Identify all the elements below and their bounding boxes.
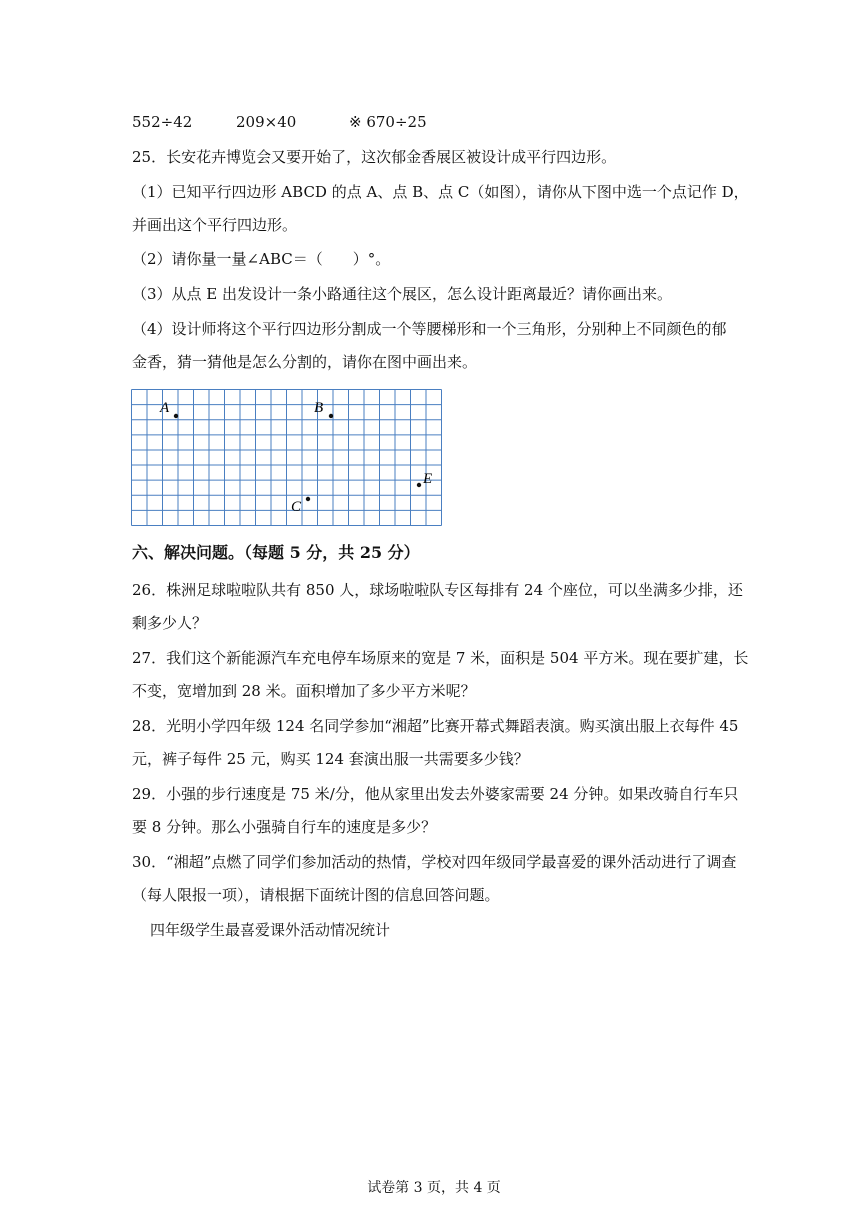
q28-line2: 元，裤子每件 25 元，购买 124 套演出服一共需要多少钱？ xyxy=(132,750,529,768)
point-grid xyxy=(131,389,443,531)
calc-item-2: 209×40 xyxy=(236,113,297,131)
chart-title: 四年级学生最喜爱课外活动情况统计 xyxy=(150,921,391,939)
q27-line2: 不变，宽增加到 28 米。面积增加了多少平方米呢？ xyxy=(132,682,476,700)
page-footer: 试卷第 3 页，共 4 页 xyxy=(367,1180,501,1196)
label-e: E xyxy=(423,471,433,487)
q26-line1: 26．株洲足球啦啦队共有 850 人，球场啦啦队专区每排有 24 个座位，可以坐满多少排，还 xyxy=(132,581,743,599)
q29-line1: 29．小强的步行速度是 75 米/分，他从家里出发去外婆家需要 24 分钟。如果改骑自行车只 xyxy=(132,785,739,803)
q30-line1: 30．“湘超”点燃了同学们参加活动的热情，学校对四年级同学最喜爱的课外活动进行了调查 xyxy=(132,853,737,871)
label-a: A xyxy=(160,400,170,416)
q25-part3: （3）从点 E 出发设计一条小路通往这个展区，怎么设计距离最近？请你画出来。 xyxy=(132,285,673,303)
calc-item-3: ※ 670÷25 xyxy=(349,113,427,131)
q30-line2: （每人限报一项），请根据下面统计图的信息回答问题。 xyxy=(132,886,500,904)
q25-title: 25．长安花卉博览会又要开始了，这次郁金香展区被设计成平行四边形。 xyxy=(132,148,617,166)
q25-part1-line1: （1）已知平行四边形 ABCD 的点 A、点 B、点 C（如图），请你从下图中选一个点记作 D， xyxy=(132,183,749,201)
grid-svg xyxy=(131,389,443,527)
q25-part2: （2）请你量一量∠ABC＝（ ）°。 xyxy=(132,250,391,268)
q25-part4-line2: 金香，猜一猜他是怎么分割的，请你在图中画出来。 xyxy=(132,353,478,371)
q25-part1-line2: 并画出这个平行四边形。 xyxy=(132,216,298,234)
label-c: C xyxy=(291,499,302,515)
point-c xyxy=(306,497,310,501)
section-6-heading: 六、解决问题。（每题 5 分，共 25 分） xyxy=(132,543,420,562)
point-b xyxy=(329,414,333,418)
q29-line2: 要 8 分钟。那么小强骑自行车的速度是多少？ xyxy=(132,818,437,836)
q25-part4-line1: （4）设计师将这个平行四边形分割成一个等腰梯形和一个三角形，分别种上不同颜色的郁 xyxy=(132,320,727,338)
q27-line1: 27．我们这个新能源汽车充电停车场原来的宽是 7 米，面积是 504 平方米。现在要扩建，长 xyxy=(132,649,749,667)
grid-lines xyxy=(132,390,442,526)
q28-line1: 28．光明小学四年级 124 名同学参加“湘超”比赛开幕式舞蹈表演。购买演出服上衣每件 45 xyxy=(132,717,739,735)
point-a xyxy=(174,414,178,418)
calc-item-1: 552÷42 xyxy=(132,113,193,131)
point-e xyxy=(417,483,421,487)
q26-line2: 剩多少人？ xyxy=(132,614,208,632)
label-b: B xyxy=(314,400,324,416)
